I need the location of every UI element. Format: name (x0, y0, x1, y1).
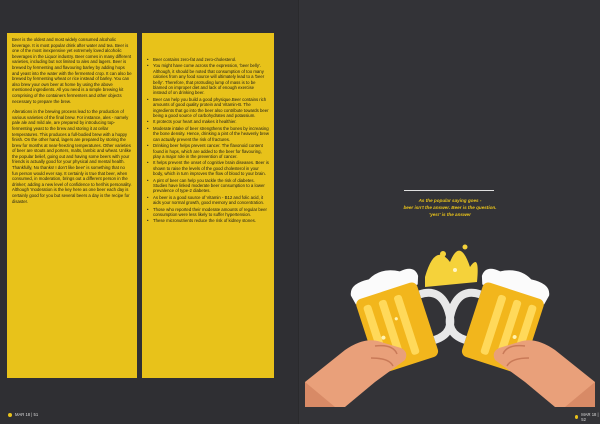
left-hand (305, 340, 406, 407)
list-item: • You might have come across the expression, 'beer belly'. Although, it should be noted that consumption of too many calories from any food source will ultimately lead to a 'beer belly'. Therefore, that protruding lump of mass is to be blamed on improper diet and lack of enough exercise instead of on drinking beer. (147, 63, 269, 95)
left-page-footer (8, 412, 38, 417)
quote-line-2: beer isn't the answer. Beer is the question. (403, 205, 497, 211)
list-item: • It helps prevent the onset of cognitive brain diseases. Beer is shown to raise the levels of the good cholesterol in your body, which in turn improves the flow of blood to your brain. (147, 160, 269, 176)
page-number: MAR 18 | 52 (581, 412, 599, 422)
list-item: • A pint of beer can help you tackle the risk of diabetes. Studies have linked moderate beer consumption to a lower prevalence of type-2 diabetes. (147, 178, 269, 194)
brewing-paragraph: Alterations in the brewing process lead to the production of various varieties of the final brew. For instance, ales - namely pale ale and mild ale, are prepared by introducing top-fermenting yeast to the brew and storing it at cellar temperatures. This produces a full-bodied brew with a hoppy finish. On the other hand, lagers are prepared by storing the brew for months at near-freezing temperatures. Other varieties of beer are stouts and porters, malts, lambic and wheat. Unlike the popular belief, going out and having some beers with your friends is actually good for your physical and mental health. Thankfully, No thanks! I don't like beer' is something that no fun person would ever say. It certainly is true that beer, when consumed, in moderation, brings out a different person in the drinker; adding a new level of confidence to her/his personality. Although 'moderation is the key here as one beer each day is certainly good for you but several beers a day is the recipe for disaster. (12, 109, 132, 204)
beer-splash (425, 245, 478, 288)
intro-column (7, 33, 137, 378)
list-item: • Moderate intake of beer strengthens the bones by increasing the bone density. Hence, drinking a pint of the heavenly brew can actually prevent the risk of fractures. (147, 126, 269, 142)
beer-toast-illustration (305, 232, 595, 407)
page-dot-icon (8, 413, 12, 417)
list-item: • Beer can help you build a good physique.Beer contains rich amounts of good quality protein and Vitamin-B. The ingredients that go into the beer also contribute towards beer being a good source of carbohydrates and potassium. (147, 97, 269, 119)
list-item: • These micronutrients reduce the risk of kidney stones. (147, 218, 269, 223)
benefits-list (147, 57, 269, 224)
intro-paragraph: Beer is the oldest and most widely consumed alcoholic beverage. It is most popular drink after water and tea. Beer is one of the most inexpensive yet extremely loved alcoholic beverages in the Liquor industry. Beer comes in many different varieties, including but not limited to ales and lagers. Beer is brewed by fermenting and flavouring barley by adding hops and yeast into the water with the fermented crop. It can also be brewed by fermenting wheat or rice instead of barley. You can also brew your own beer at home by using the above mentioned ingredients. All you need is a simple brewing kit comprising of the containers fermenters and other objects necessary to prepare the brew. (12, 37, 132, 104)
list-item: • Those who reported their moderate amounts of regular beer consumption were less likely to suffer hypertension. (147, 207, 269, 218)
quote-divider (404, 190, 494, 191)
list-item: • It protects your heart and makes it healthier. (147, 119, 269, 124)
right-hand (494, 340, 595, 407)
quote-line-1: As the popular saying goes - (418, 198, 482, 203)
page-dot-icon (575, 415, 578, 419)
list-item: • Beer contains zero-fat and zero-cholesterol. (147, 57, 269, 62)
list-item: • Drinking beer helps prevent cancer. The flavonoid content found in hops, which are added to the beer for flavouring, play a major role in the prevention of cancer. (147, 143, 269, 159)
right-page-footer (575, 412, 600, 422)
beer-quote (400, 197, 500, 219)
list-item: • As beer is a good source of Vitamin - B12 and folic acid, it aids your normal growth, good memory and concentration. (147, 195, 269, 206)
quote-line-3: 'yes!' is the answer (429, 212, 471, 218)
page-number: MAR 18 | 51 (15, 412, 39, 417)
benefits-column (142, 33, 274, 378)
